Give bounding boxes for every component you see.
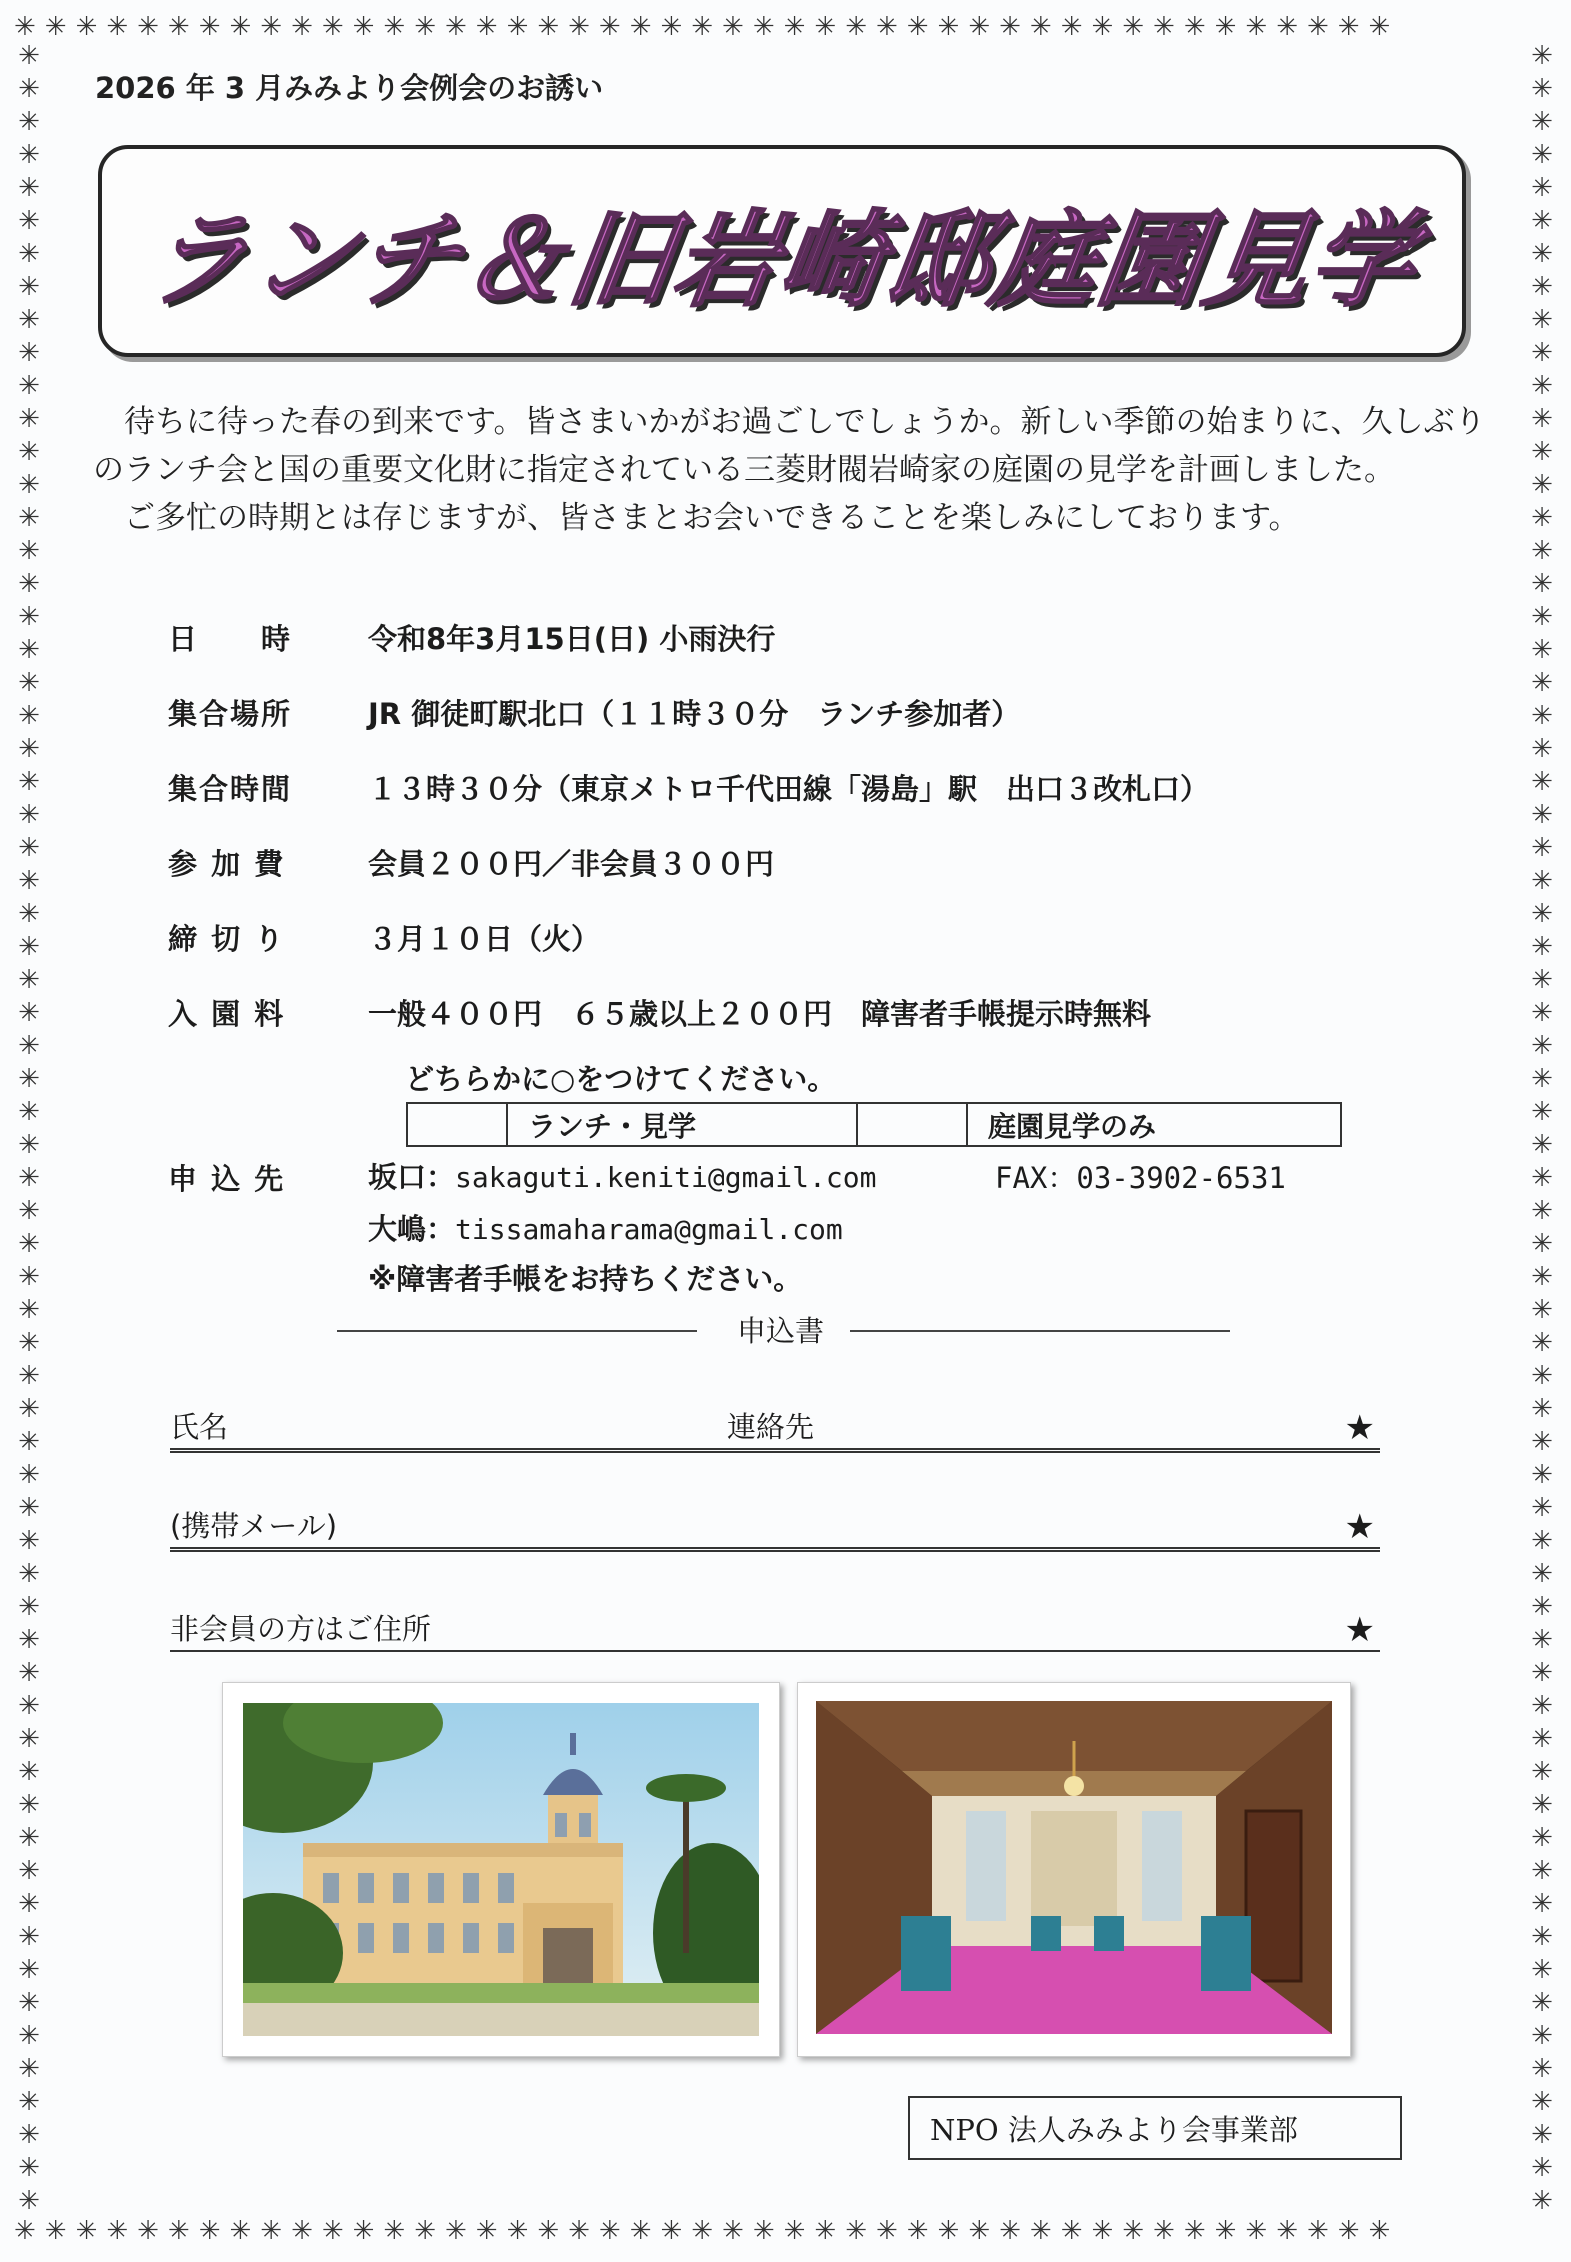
fax-number: FAX：03-3902-6531 bbox=[995, 1161, 1286, 1195]
divider-left bbox=[337, 1330, 697, 1332]
detail-value: ３月１０日（火） bbox=[368, 922, 601, 956]
left-border-decoration: ✳ ✳ ✳ ✳ ✳ ✳ ✳ ✳ ✳ ✳ ✳ ✳ ✳ ✳ ✳ ✳ ✳ ✳ ✳ ✳ ✳ ✳ ✳ ✳ ✳ ✳ ✳ ✳ ✳ ✳ ✳ ✳ ✳ ✳ ✳ ✳ ✳ ✳ ✳ ✳ ✳ ✳ ✳ ✳ ✳ ✳ ✳ ✳ ✳ ✳ ✳ ✳ ✳ ✳ ✳ ✳ ✳ ✳ ✳ ✳ ✳ ✳ ✳ ✳ ✳ ✳ bbox=[18, 41, 40, 2216]
star-icon: ★ bbox=[1344, 1610, 1375, 1650]
contact-name: 大嶋： bbox=[368, 1212, 456, 1246]
right-border-decoration: ✳ ✳ ✳ ✳ ✳ ✳ ✳ ✳ ✳ ✳ ✳ ✳ ✳ ✳ ✳ ✳ ✳ ✳ ✳ ✳ ✳ ✳ ✳ ✳ ✳ ✳ ✳ ✳ ✳ ✳ ✳ ✳ ✳ ✳ ✳ ✳ ✳ ✳ ✳ ✳ ✳ ✳ ✳ ✳ ✳ ✳ ✳ ✳ ✳ ✳ ✳ ✳ ✳ ✳ ✳ ✳ ✳ ✳ ✳ ✳ ✳ ✳ ✳ ✳ ✳ ✳ bbox=[1531, 41, 1553, 2216]
mobile-email-field[interactable] bbox=[170, 1507, 1380, 1552]
choice-instruction: どちらかに○をつけてください。 bbox=[405, 1062, 837, 1096]
choice-mark-cell-1[interactable] bbox=[408, 1104, 508, 1145]
star-icon: ★ bbox=[1344, 1408, 1375, 1448]
form-heading: 申込書 bbox=[737, 1314, 825, 1348]
email-link[interactable]: sakaguti.keniti@gmail.com bbox=[455, 1161, 877, 1194]
choice-mark-cell-2[interactable] bbox=[858, 1104, 968, 1145]
email-link[interactable]: tissamaharama@gmail.com bbox=[455, 1213, 843, 1246]
detail-label: 集合場所 bbox=[168, 697, 293, 731]
organization-box bbox=[908, 2096, 1402, 2160]
mansion-exterior-photo bbox=[243, 1703, 759, 2036]
title-box bbox=[98, 145, 1466, 357]
address-label: 非会員の方はご住所 bbox=[170, 1612, 432, 1646]
mansion-interior-photo-frame bbox=[797, 1682, 1351, 2057]
detail-label: 入 園 料 bbox=[168, 997, 286, 1031]
contact-oshima bbox=[368, 1207, 843, 1248]
detail-label: 集合時間 bbox=[168, 772, 293, 806]
detail-value: １３時３０分（東京メトロ千代田線「湯島」駅 出口３改札口） bbox=[368, 772, 1210, 806]
choice-table bbox=[406, 1102, 1342, 1147]
mobile-label: (携帯メール) bbox=[170, 1509, 338, 1543]
intro-line: のランチ会と国の重要文化財に指定されている三菱財閥岩崎家の庭園の見学を計画しました。 bbox=[93, 452, 1395, 488]
handbook-note: ※障害者手帳をお持ちください。 bbox=[368, 1262, 803, 1296]
choice-option-lunch: ランチ・見学 bbox=[508, 1104, 858, 1145]
intro-text bbox=[93, 398, 1493, 542]
detail-label: 日 時 bbox=[168, 622, 293, 656]
detail-label: 締 切 り bbox=[168, 922, 286, 956]
detail-label: 参 加 費 bbox=[168, 847, 286, 881]
intro-line: 待ちに待った春の到来です。皆さまいかがお過ごしでしょうか。新しい季節の始まりに、久しぶり bbox=[93, 404, 1486, 440]
mansion-interior-photo bbox=[816, 1701, 1332, 2034]
application-label: 申 込 先 bbox=[168, 1162, 286, 1196]
detail-value: 会員２００円／非会員３００円 bbox=[368, 847, 775, 881]
mansion-exterior-image bbox=[243, 1703, 759, 2036]
contact-label: 連絡先 bbox=[727, 1410, 815, 1444]
detail-value: JR 御徒町駅北口（１１時３０分 ランチ参加者） bbox=[368, 697, 1021, 731]
intro-line: ご多忙の時期とは存じますが、皆さまとお会いできることを楽しみにしております。 bbox=[93, 500, 1300, 536]
detail-value: 令和8年3月15日(日) 小雨決行 bbox=[368, 622, 776, 656]
address-field[interactable] bbox=[170, 1610, 1380, 1652]
contact-name: 坂口： bbox=[368, 1160, 456, 1194]
detail-value: 一般４００円 ６５歳以上２００円 障害者手帳提示時無料 bbox=[368, 997, 1152, 1031]
event-title: ランチ＆旧岩崎邸庭園見学 bbox=[136, 199, 1426, 321]
name-label: 氏名 bbox=[170, 1410, 229, 1444]
bottom-border-decoration: ✳✳✳✳✳✳✳✳✳✳✳✳✳✳✳✳✳✳✳✳✳✳✳✳✳✳✳✳✳✳✳✳✳✳✳✳✳✳✳✳✳✳✳✳✳ bbox=[14, 2218, 1400, 2246]
contact-sakaguchi bbox=[368, 1155, 876, 1196]
organization-name: NPO 法人みみより会事業部 bbox=[930, 2112, 1298, 2147]
choice-option-garden-only: 庭園見学のみ bbox=[988, 1109, 1157, 1143]
invitation-subtitle: 2026 年 3 月みみより会例会のお誘い bbox=[95, 71, 604, 105]
top-border-decoration: ✳✳✳✳✳✳✳✳✳✳✳✳✳✳✳✳✳✳✳✳✳✳✳✳✳✳✳✳✳✳✳✳✳✳✳✳✳✳✳✳✳✳✳✳✳ bbox=[14, 14, 1400, 42]
mansion-exterior-photo-frame bbox=[222, 1682, 780, 2057]
name-contact-field[interactable] bbox=[170, 1408, 1380, 1453]
star-icon: ★ bbox=[1344, 1507, 1375, 1547]
divider-right bbox=[850, 1330, 1230, 1332]
mansion-interior-image bbox=[816, 1701, 1332, 2034]
